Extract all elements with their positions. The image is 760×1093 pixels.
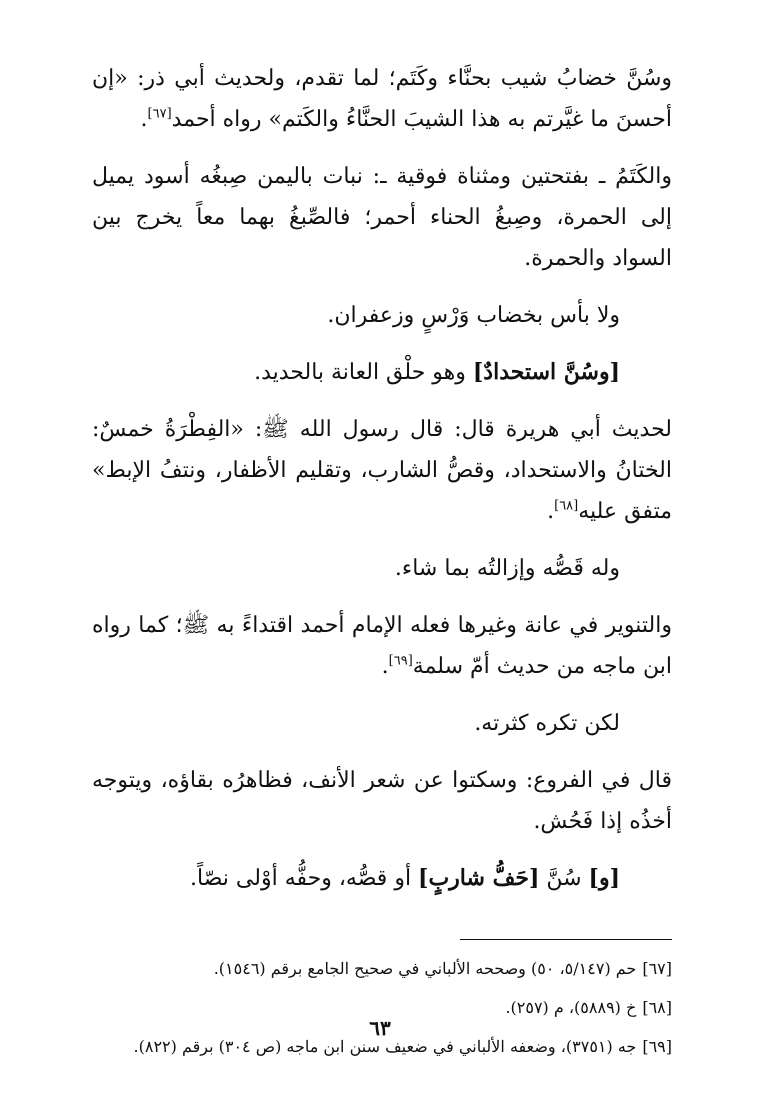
paragraph [92, 58, 672, 140]
footnote-number: [٦٩] [642, 1037, 672, 1056]
page-number: ٦٣ [369, 1016, 391, 1040]
footnote [92, 954, 672, 983]
footnote-number: [٦٨] [642, 998, 672, 1017]
paragraph-text: وله قَصُّه وإزالتُه بما شاء. [394, 556, 620, 581]
footnote-text: خ (٥٨٨٩)، م (٢٥٧). [505, 998, 637, 1017]
paragraph-text: . [140, 107, 148, 132]
bold-term: [حَفُّ شاربٍ] [418, 865, 540, 891]
footnote-marker: [٦٨] [554, 498, 579, 514]
footnotes [92, 954, 672, 1061]
paragraph [92, 858, 672, 899]
paragraph-text: . [547, 499, 555, 524]
paragraph-text: وهو حلْق العانة بالحديد. [254, 360, 473, 385]
bold-term: [وسُنَّ استحدادٌ] [472, 359, 620, 385]
paragraph-text: سُنَّ [539, 866, 589, 891]
paragraph-text: أو قصُّه، وحفُّه أوْلى نصّاً. [190, 866, 419, 891]
footnote-text: حم (٥/١٤٧، ٥٠) وصححه الألباني في صحيح الجامع برقم (١٥٤٦). [213, 959, 637, 978]
paragraph-text: قال في الفروع: وسكتوا عن شعر الأنف، فظاهرُه بقاؤه، ويتوجه أخذُه إذا فَحُش. [92, 768, 672, 834]
body-text [92, 58, 672, 899]
paragraph-text: والكَتَمُ ـ بفتحتين ومثناة فوقية ـ: نبات باليمن صِبغُه أسود يميل إلى الحمرة، وصِبغُ الحناء أحمر؛ فالصِّبغُ بهما معاً يخرج بين السواد والحمرة. [92, 164, 672, 271]
paragraph-text: لحديث أبي هريرة قال: قال رسول الله ﷺ: «الفِطْرَةُ خمسٌ: الختانُ والاستحداد، وقصُّ الشارب، وتقليم الأظفار، ونتفُ الإبط» متفق عليه [92, 417, 672, 524]
paragraph [92, 605, 672, 687]
paragraph [92, 295, 672, 336]
paragraph-text: ولا بأس بخضاب وَرْسٍ وزعفران. [327, 303, 620, 328]
paragraph [92, 409, 672, 532]
bold-term: [و] [588, 865, 620, 891]
paragraph-text: والتنوير في عانة وغيرها فعله الإمام أحمد اقتداءً به ﷺ؛ كما رواه ابن ماجه من حديث أمّ سلمة [92, 613, 672, 679]
footnote-marker: [٦٩] [388, 653, 413, 669]
paragraph [92, 156, 672, 279]
paragraph-text: . [381, 654, 389, 679]
footnote-text: جه (٣٧٥١)، وضعفه الألباني في ضعيف سنن ابن ماجه (ص ٣٠٤) برقم (٨٢٢). [133, 1037, 637, 1056]
footnote-divider [460, 939, 672, 940]
paragraph [92, 703, 672, 744]
paragraph-text: لكن تكره كثرته. [474, 711, 620, 736]
paragraph [92, 352, 672, 393]
paragraph [92, 548, 672, 589]
paragraph [92, 760, 672, 842]
paragraph-text: وسُنَّ خضابُ شيب بحنَّاء وكَتَم؛ لما تقدم، ولحديث أبي ذر: «إن أحسنَ ما غيَّرتم به هذا الشيبَ الحنَّاءُ والكَتم» رواه أحمد [92, 66, 672, 132]
footnote-marker: [٦٧] [147, 106, 172, 122]
footnote-number: [٦٧] [642, 959, 672, 978]
